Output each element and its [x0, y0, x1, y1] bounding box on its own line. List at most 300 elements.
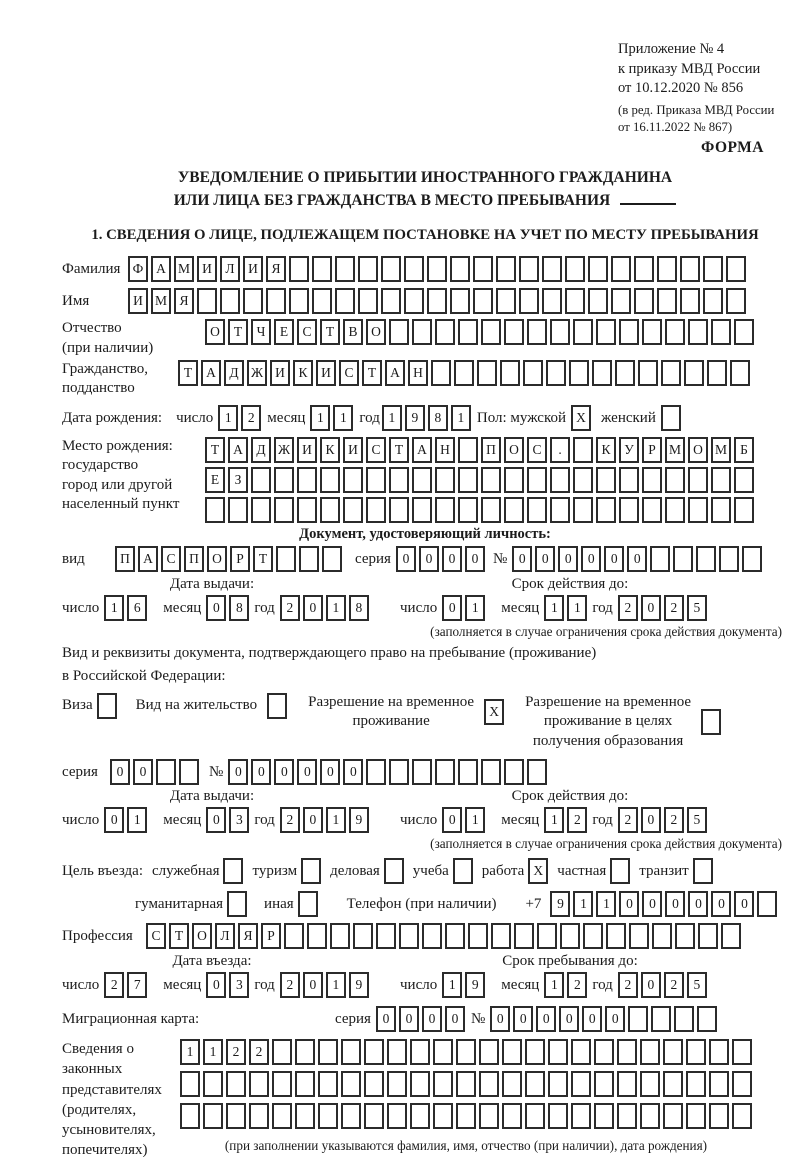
char-cell[interactable]: [525, 1071, 545, 1097]
char-cell[interactable]: 0: [642, 891, 662, 917]
char-cell[interactable]: 1: [333, 405, 353, 431]
char-cell[interactable]: [596, 497, 616, 523]
char-cell[interactable]: 0: [376, 1006, 396, 1032]
char-cell[interactable]: 0: [320, 759, 340, 785]
char-cell[interactable]: [479, 1071, 499, 1097]
char-cell[interactable]: [364, 1071, 384, 1097]
char-cell[interactable]: 0: [605, 1006, 625, 1032]
char-cell[interactable]: [688, 319, 708, 345]
char-cell[interactable]: [734, 467, 754, 493]
char-cell[interactable]: [519, 256, 539, 282]
char-cell[interactable]: [565, 256, 585, 282]
char-cell[interactable]: [596, 467, 616, 493]
char-cell[interactable]: [381, 256, 401, 282]
char-cell[interactable]: [376, 923, 396, 949]
char-cell[interactable]: [297, 467, 317, 493]
char-cell[interactable]: [412, 319, 432, 345]
char-cell[interactable]: [619, 467, 639, 493]
char-cell[interactable]: [274, 467, 294, 493]
char-cell[interactable]: [97, 693, 117, 719]
char-cell[interactable]: [267, 693, 287, 719]
char-cell[interactable]: [272, 1039, 292, 1065]
char-cell[interactable]: [223, 858, 243, 884]
char-cell[interactable]: [473, 256, 493, 282]
char-cell[interactable]: [249, 1071, 269, 1097]
char-cell[interactable]: [433, 1039, 453, 1065]
char-cell[interactable]: 0: [641, 972, 661, 998]
char-cell[interactable]: А: [201, 360, 221, 386]
char-cell[interactable]: 2: [226, 1039, 246, 1065]
char-cell[interactable]: [456, 1039, 476, 1065]
char-cell[interactable]: 0: [442, 546, 462, 572]
char-cell[interactable]: 2: [280, 807, 300, 833]
char-cell[interactable]: [410, 1039, 430, 1065]
char-cell[interactable]: 1: [465, 595, 485, 621]
char-cell[interactable]: 2: [664, 807, 684, 833]
char-cell[interactable]: [295, 1103, 315, 1129]
char-cell[interactable]: 0: [536, 1006, 556, 1032]
char-cell[interactable]: [502, 1071, 522, 1097]
char-cell[interactable]: 0: [251, 759, 271, 785]
char-cell[interactable]: Д: [251, 437, 271, 463]
char-cell[interactable]: [435, 759, 455, 785]
char-cell[interactable]: [619, 319, 639, 345]
char-cell[interactable]: [227, 891, 247, 917]
char-cell[interactable]: [433, 1103, 453, 1129]
char-cell[interactable]: [680, 288, 700, 314]
char-cell[interactable]: [389, 467, 409, 493]
char-cell[interactable]: [697, 1006, 717, 1032]
char-cell[interactable]: М: [174, 256, 194, 282]
char-cell[interactable]: [569, 360, 589, 386]
char-cell[interactable]: С: [527, 437, 547, 463]
char-cell[interactable]: М: [665, 437, 685, 463]
char-cell[interactable]: [284, 923, 304, 949]
char-cell[interactable]: 1: [442, 972, 462, 998]
char-cell[interactable]: [548, 1103, 568, 1129]
char-cell[interactable]: [573, 497, 593, 523]
char-cell[interactable]: У: [619, 437, 639, 463]
char-cell[interactable]: [675, 923, 695, 949]
char-cell[interactable]: М: [151, 288, 171, 314]
char-cell[interactable]: [527, 497, 547, 523]
char-cell[interactable]: [318, 1071, 338, 1097]
char-cell[interactable]: 0: [228, 759, 248, 785]
char-cell[interactable]: [711, 467, 731, 493]
char-cell[interactable]: 1: [544, 595, 564, 621]
char-cell[interactable]: М: [711, 437, 731, 463]
char-cell[interactable]: [422, 923, 442, 949]
char-cell[interactable]: [673, 546, 693, 572]
char-cell[interactable]: [617, 1039, 637, 1065]
char-cell[interactable]: [628, 1006, 648, 1032]
char-cell[interactable]: 2: [567, 972, 587, 998]
char-cell[interactable]: Ч: [251, 319, 271, 345]
char-cell[interactable]: [500, 360, 520, 386]
char-cell[interactable]: [272, 1103, 292, 1129]
char-cell[interactable]: 0: [619, 891, 639, 917]
char-cell[interactable]: [663, 1039, 683, 1065]
char-cell[interactable]: [387, 1071, 407, 1097]
char-cell[interactable]: [364, 1039, 384, 1065]
char-cell[interactable]: [571, 1071, 591, 1097]
char-cell[interactable]: [657, 288, 677, 314]
char-cell[interactable]: [698, 923, 718, 949]
char-cell[interactable]: [412, 759, 432, 785]
char-cell[interactable]: Ж: [274, 437, 294, 463]
char-cell[interactable]: [312, 288, 332, 314]
char-cell[interactable]: [686, 1103, 706, 1129]
char-cell[interactable]: Ф: [128, 256, 148, 282]
char-cell[interactable]: 8: [229, 595, 249, 621]
char-cell[interactable]: 1: [451, 405, 471, 431]
char-cell[interactable]: 3: [229, 807, 249, 833]
char-cell[interactable]: [548, 1039, 568, 1065]
char-cell[interactable]: С: [339, 360, 359, 386]
char-cell[interactable]: [358, 288, 378, 314]
char-cell[interactable]: [387, 1103, 407, 1129]
char-cell[interactable]: [435, 319, 455, 345]
char-cell[interactable]: [560, 923, 580, 949]
char-cell[interactable]: 0: [581, 546, 601, 572]
char-cell[interactable]: [197, 288, 217, 314]
char-cell[interactable]: [249, 1103, 269, 1129]
char-cell[interactable]: [640, 1039, 660, 1065]
char-cell[interactable]: [732, 1071, 752, 1097]
char-cell[interactable]: С: [297, 319, 317, 345]
char-cell[interactable]: [343, 467, 363, 493]
char-cell[interactable]: [709, 1039, 729, 1065]
char-cell[interactable]: [594, 1071, 614, 1097]
char-cell[interactable]: [453, 858, 473, 884]
char-cell[interactable]: [458, 467, 478, 493]
char-cell[interactable]: [527, 319, 547, 345]
char-cell[interactable]: 0: [641, 807, 661, 833]
char-cell[interactable]: Р: [261, 923, 281, 949]
char-cell[interactable]: [301, 858, 321, 884]
char-cell[interactable]: [573, 319, 593, 345]
char-cell[interactable]: Т: [228, 319, 248, 345]
char-cell[interactable]: 0: [419, 546, 439, 572]
char-cell[interactable]: 3: [229, 972, 249, 998]
char-cell[interactable]: [353, 923, 373, 949]
char-cell[interactable]: 1: [326, 595, 346, 621]
char-cell[interactable]: [412, 497, 432, 523]
char-cell[interactable]: [742, 546, 762, 572]
char-cell[interactable]: [228, 497, 248, 523]
char-cell[interactable]: 1: [218, 405, 238, 431]
char-cell[interactable]: 0: [513, 1006, 533, 1032]
char-cell[interactable]: [730, 360, 750, 386]
char-cell[interactable]: В: [343, 319, 363, 345]
char-cell[interactable]: [594, 1103, 614, 1129]
char-cell[interactable]: [629, 923, 649, 949]
char-cell[interactable]: [542, 256, 562, 282]
char-cell[interactable]: 0: [559, 1006, 579, 1032]
char-cell[interactable]: [502, 1103, 522, 1129]
char-cell[interactable]: 2: [664, 595, 684, 621]
char-cell[interactable]: [665, 319, 685, 345]
char-cell[interactable]: [701, 709, 721, 735]
char-cell[interactable]: [527, 759, 547, 785]
char-cell[interactable]: Т: [320, 319, 340, 345]
char-cell[interactable]: [243, 288, 263, 314]
char-cell[interactable]: [588, 288, 608, 314]
char-cell[interactable]: О: [366, 319, 386, 345]
char-cell[interactable]: [594, 1039, 614, 1065]
char-cell[interactable]: 2: [241, 405, 261, 431]
char-cell[interactable]: [276, 546, 296, 572]
char-cell[interactable]: [404, 256, 424, 282]
char-cell[interactable]: 0: [490, 1006, 510, 1032]
char-cell[interactable]: А: [151, 256, 171, 282]
char-cell[interactable]: Р: [230, 546, 250, 572]
char-cell[interactable]: 0: [442, 595, 462, 621]
char-cell[interactable]: 0: [303, 807, 323, 833]
char-cell[interactable]: [341, 1071, 361, 1097]
char-cell[interactable]: [651, 1006, 671, 1032]
char-cell[interactable]: 2: [618, 595, 638, 621]
char-cell[interactable]: [519, 288, 539, 314]
char-cell[interactable]: [450, 256, 470, 282]
char-cell[interactable]: [251, 497, 271, 523]
char-cell[interactable]: [719, 546, 739, 572]
char-cell[interactable]: С: [161, 546, 181, 572]
char-cell[interactable]: А: [138, 546, 158, 572]
char-cell[interactable]: 2: [280, 972, 300, 998]
char-cell[interactable]: [318, 1039, 338, 1065]
char-cell[interactable]: [458, 759, 478, 785]
char-cell[interactable]: 0: [422, 1006, 442, 1032]
char-cell[interactable]: 0: [399, 1006, 419, 1032]
char-cell[interactable]: 1: [567, 595, 587, 621]
char-cell[interactable]: [481, 467, 501, 493]
char-cell[interactable]: [481, 497, 501, 523]
char-cell[interactable]: [709, 1103, 729, 1129]
char-cell[interactable]: 0: [343, 759, 363, 785]
char-cell[interactable]: 0: [303, 972, 323, 998]
char-cell[interactable]: [546, 360, 566, 386]
char-cell[interactable]: [652, 923, 672, 949]
char-cell[interactable]: [542, 288, 562, 314]
char-cell[interactable]: [703, 288, 723, 314]
char-cell[interactable]: [454, 360, 474, 386]
char-cell[interactable]: 0: [297, 759, 317, 785]
char-cell[interactable]: [389, 319, 409, 345]
char-cell[interactable]: [427, 256, 447, 282]
char-cell[interactable]: [550, 467, 570, 493]
char-cell[interactable]: [318, 1103, 338, 1129]
char-cell[interactable]: [343, 497, 363, 523]
char-cell[interactable]: [571, 1103, 591, 1129]
char-cell[interactable]: К: [293, 360, 313, 386]
char-cell[interactable]: [711, 319, 731, 345]
char-cell[interactable]: [611, 256, 631, 282]
char-cell[interactable]: [663, 1103, 683, 1129]
char-cell[interactable]: [458, 437, 478, 463]
char-cell[interactable]: [610, 858, 630, 884]
char-cell[interactable]: 0: [133, 759, 153, 785]
char-cell[interactable]: [615, 360, 635, 386]
char-cell[interactable]: [619, 497, 639, 523]
char-cell[interactable]: 0: [396, 546, 416, 572]
char-cell[interactable]: [226, 1071, 246, 1097]
char-cell[interactable]: [588, 256, 608, 282]
char-cell[interactable]: Т: [169, 923, 189, 949]
char-cell[interactable]: И: [316, 360, 336, 386]
char-cell[interactable]: [450, 288, 470, 314]
char-cell[interactable]: [205, 497, 225, 523]
char-cell[interactable]: [496, 256, 516, 282]
char-cell[interactable]: 9: [405, 405, 425, 431]
char-cell[interactable]: [384, 858, 404, 884]
char-cell[interactable]: 0: [535, 546, 555, 572]
char-cell[interactable]: [295, 1039, 315, 1065]
char-cell[interactable]: [665, 497, 685, 523]
char-cell[interactable]: 0: [274, 759, 294, 785]
char-cell[interactable]: [481, 319, 501, 345]
char-cell[interactable]: [757, 891, 777, 917]
char-cell[interactable]: [341, 1039, 361, 1065]
char-cell[interactable]: Д: [224, 360, 244, 386]
char-cell[interactable]: 1: [127, 807, 147, 833]
char-cell[interactable]: [404, 288, 424, 314]
char-cell[interactable]: [548, 1071, 568, 1097]
char-cell[interactable]: 2: [664, 972, 684, 998]
char-cell[interactable]: [703, 256, 723, 282]
char-cell[interactable]: [491, 923, 511, 949]
char-cell[interactable]: [502, 1039, 522, 1065]
char-cell[interactable]: [642, 497, 662, 523]
char-cell[interactable]: Л: [215, 923, 235, 949]
char-cell[interactable]: [571, 1039, 591, 1065]
char-cell[interactable]: [431, 360, 451, 386]
char-cell[interactable]: А: [412, 437, 432, 463]
char-cell[interactable]: [389, 759, 409, 785]
char-cell[interactable]: 0: [512, 546, 532, 572]
char-cell[interactable]: [289, 288, 309, 314]
char-cell[interactable]: [573, 467, 593, 493]
char-cell[interactable]: [366, 759, 386, 785]
char-cell[interactable]: О: [205, 319, 225, 345]
char-cell[interactable]: [709, 1071, 729, 1097]
char-cell[interactable]: Т: [362, 360, 382, 386]
char-cell[interactable]: [611, 288, 631, 314]
char-cell[interactable]: [481, 759, 501, 785]
char-cell[interactable]: 0: [110, 759, 130, 785]
char-cell[interactable]: 1: [104, 595, 124, 621]
char-cell[interactable]: [410, 1103, 430, 1129]
char-cell[interactable]: 0: [206, 595, 226, 621]
char-cell[interactable]: [665, 467, 685, 493]
char-cell[interactable]: 0: [734, 891, 754, 917]
char-cell[interactable]: С: [146, 923, 166, 949]
char-cell[interactable]: [663, 1071, 683, 1097]
char-cell[interactable]: 0: [558, 546, 578, 572]
char-cell[interactable]: Т: [253, 546, 273, 572]
char-cell[interactable]: [179, 759, 199, 785]
char-cell[interactable]: Т: [205, 437, 225, 463]
char-cell[interactable]: 0: [303, 595, 323, 621]
char-cell[interactable]: [734, 497, 754, 523]
char-cell[interactable]: [657, 256, 677, 282]
char-cell[interactable]: 0: [445, 1006, 465, 1032]
char-cell[interactable]: [525, 1039, 545, 1065]
char-cell[interactable]: О: [688, 437, 708, 463]
char-cell[interactable]: [583, 923, 603, 949]
char-cell[interactable]: [565, 288, 585, 314]
char-cell[interactable]: Ж: [247, 360, 267, 386]
char-cell[interactable]: К: [320, 437, 340, 463]
char-cell[interactable]: [514, 923, 534, 949]
char-cell[interactable]: [312, 256, 332, 282]
char-cell[interactable]: [435, 497, 455, 523]
char-cell[interactable]: Е: [205, 467, 225, 493]
char-cell[interactable]: [525, 1103, 545, 1129]
char-cell[interactable]: X: [484, 699, 504, 725]
char-cell[interactable]: 0: [442, 807, 462, 833]
char-cell[interactable]: [381, 288, 401, 314]
char-cell[interactable]: [707, 360, 727, 386]
char-cell[interactable]: [297, 497, 317, 523]
char-cell[interactable]: [638, 360, 658, 386]
char-cell[interactable]: 0: [206, 807, 226, 833]
char-cell[interactable]: [504, 467, 524, 493]
char-cell[interactable]: [688, 467, 708, 493]
char-cell[interactable]: [732, 1103, 752, 1129]
char-cell[interactable]: Л: [220, 256, 240, 282]
char-cell[interactable]: [617, 1071, 637, 1097]
char-cell[interactable]: [456, 1071, 476, 1097]
char-cell[interactable]: [156, 759, 176, 785]
char-cell[interactable]: 1: [544, 972, 564, 998]
char-cell[interactable]: [732, 1039, 752, 1065]
char-cell[interactable]: 9: [349, 807, 369, 833]
char-cell[interactable]: П: [481, 437, 501, 463]
char-cell[interactable]: К: [596, 437, 616, 463]
char-cell[interactable]: [504, 319, 524, 345]
char-cell[interactable]: [573, 437, 593, 463]
char-cell[interactable]: 5: [687, 972, 707, 998]
char-cell[interactable]: [642, 319, 662, 345]
char-cell[interactable]: [504, 497, 524, 523]
char-cell[interactable]: [295, 1071, 315, 1097]
char-cell[interactable]: Н: [408, 360, 428, 386]
char-cell[interactable]: [523, 360, 543, 386]
char-cell[interactable]: [634, 288, 654, 314]
char-cell[interactable]: [266, 288, 286, 314]
char-cell[interactable]: [711, 497, 731, 523]
char-cell[interactable]: [203, 1071, 223, 1097]
char-cell[interactable]: X: [571, 405, 591, 431]
char-cell[interactable]: 7: [127, 972, 147, 998]
char-cell[interactable]: Б: [734, 437, 754, 463]
char-cell[interactable]: Т: [389, 437, 409, 463]
char-cell[interactable]: [479, 1103, 499, 1129]
char-cell[interactable]: X: [528, 858, 548, 884]
char-cell[interactable]: [307, 923, 327, 949]
char-cell[interactable]: 1: [326, 807, 346, 833]
char-cell[interactable]: [203, 1103, 223, 1129]
char-cell[interactable]: Я: [266, 256, 286, 282]
char-cell[interactable]: [693, 858, 713, 884]
char-cell[interactable]: А: [228, 437, 248, 463]
char-cell[interactable]: Т: [178, 360, 198, 386]
char-cell[interactable]: [220, 288, 240, 314]
char-cell[interactable]: [341, 1103, 361, 1129]
char-cell[interactable]: 0: [582, 1006, 602, 1032]
char-cell[interactable]: 0: [104, 807, 124, 833]
